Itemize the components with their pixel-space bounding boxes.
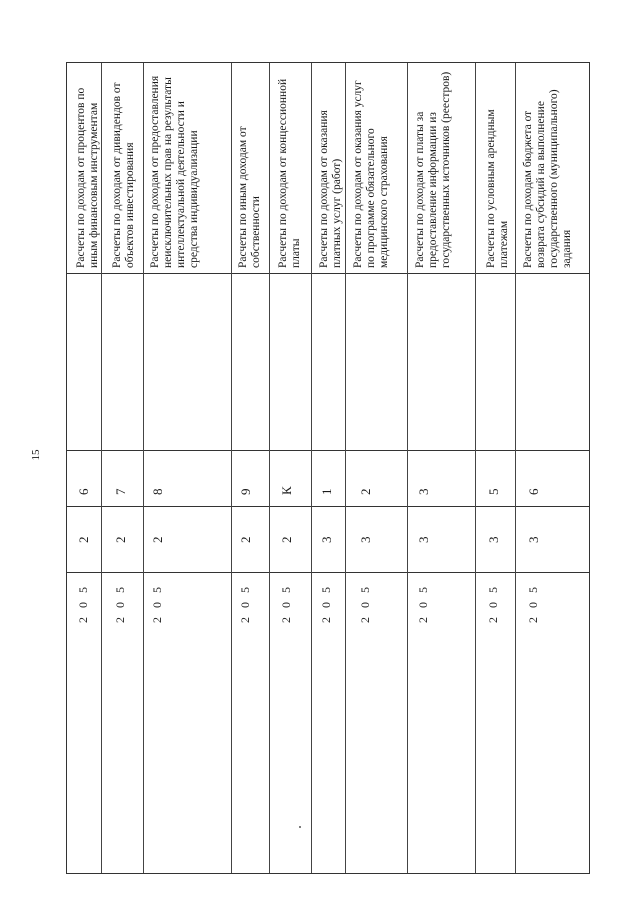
account-digit: 8 bbox=[150, 488, 165, 495]
account-digit: 2 bbox=[76, 536, 91, 543]
row-description: Расчеты по доходам от оказания услуг по программе обязательного медицинского страхования bbox=[352, 80, 390, 268]
account-digit: 2 bbox=[358, 488, 373, 495]
column-divider bbox=[407, 63, 408, 873]
account-digit: К bbox=[279, 486, 294, 495]
account-code: 2 0 5 bbox=[279, 584, 293, 623]
account-code: 2 0 5 bbox=[238, 584, 252, 623]
row-description: Расчеты по доходам от оказания платных услуг (работ) bbox=[318, 110, 343, 268]
column-divider bbox=[345, 63, 346, 873]
row-description: Расчеты по доходам от процентов по иным финансовым инструментам bbox=[75, 87, 100, 268]
row-description: Расчеты по доходам от платы за предоставление информации из государственных источников (реестров) bbox=[414, 71, 452, 268]
row-description: Расчеты по условным арендным платежам bbox=[485, 109, 510, 268]
account-code: 2 0 5 bbox=[416, 584, 430, 623]
accounts-table bbox=[66, 62, 590, 874]
account-digit: 2 bbox=[238, 536, 253, 543]
account-digit: 2 bbox=[279, 536, 294, 543]
row-description: Расчеты по доходам от предоставления неисключительных прав на результаты интеллектуальной деятельности и средства индивидуализации bbox=[149, 75, 200, 268]
row-description: Расчеты по доходам от концессионной платы bbox=[277, 78, 302, 268]
account-digit: 3 bbox=[358, 536, 373, 543]
account-code: 2 0 5 bbox=[526, 584, 540, 623]
row-divider bbox=[67, 273, 589, 274]
account-code: 2 0 5 bbox=[113, 584, 127, 623]
account-digit: 3 bbox=[416, 536, 431, 543]
account-digit: 3 bbox=[319, 536, 334, 543]
account-digit: 7 bbox=[113, 488, 128, 495]
account-code: 2 0 5 bbox=[150, 584, 164, 623]
account-digit: 2 bbox=[150, 536, 165, 543]
column-divider bbox=[143, 63, 144, 873]
account-digit: 1 bbox=[319, 488, 334, 495]
account-digit: 6 bbox=[76, 488, 91, 495]
column-divider bbox=[269, 63, 270, 873]
account-code: 2 0 5 bbox=[319, 584, 333, 623]
column-divider bbox=[231, 63, 232, 873]
account-digit: 2 bbox=[113, 536, 128, 543]
column-divider bbox=[311, 63, 312, 873]
account-code: 2 0 5 bbox=[486, 584, 500, 623]
row-description: Расчеты по доходам от дивидендов от объектов инвестирования bbox=[111, 82, 136, 268]
row-divider bbox=[67, 506, 589, 507]
row-description: Расчеты по доходам бюджета от возврата субсидий на выполнение государственного (муниципального) задания bbox=[522, 89, 573, 268]
row-description: Расчеты по иным доходам от собственности bbox=[237, 126, 262, 268]
page-number: 15 bbox=[30, 449, 42, 461]
account-digit: 9 bbox=[238, 488, 253, 495]
account-digit: 5 bbox=[486, 488, 501, 495]
scan-speck bbox=[299, 826, 301, 828]
account-code: 2 0 5 bbox=[76, 584, 90, 623]
account-digit: 3 bbox=[526, 536, 541, 543]
column-divider bbox=[101, 63, 102, 873]
account-digit: 6 bbox=[526, 488, 541, 495]
account-digit: 3 bbox=[416, 488, 431, 495]
row-divider bbox=[67, 572, 589, 573]
account-digit: 3 bbox=[486, 536, 501, 543]
column-divider bbox=[515, 63, 516, 873]
row-divider bbox=[67, 450, 589, 451]
column-divider bbox=[475, 63, 476, 873]
account-code: 2 0 5 bbox=[358, 584, 372, 623]
